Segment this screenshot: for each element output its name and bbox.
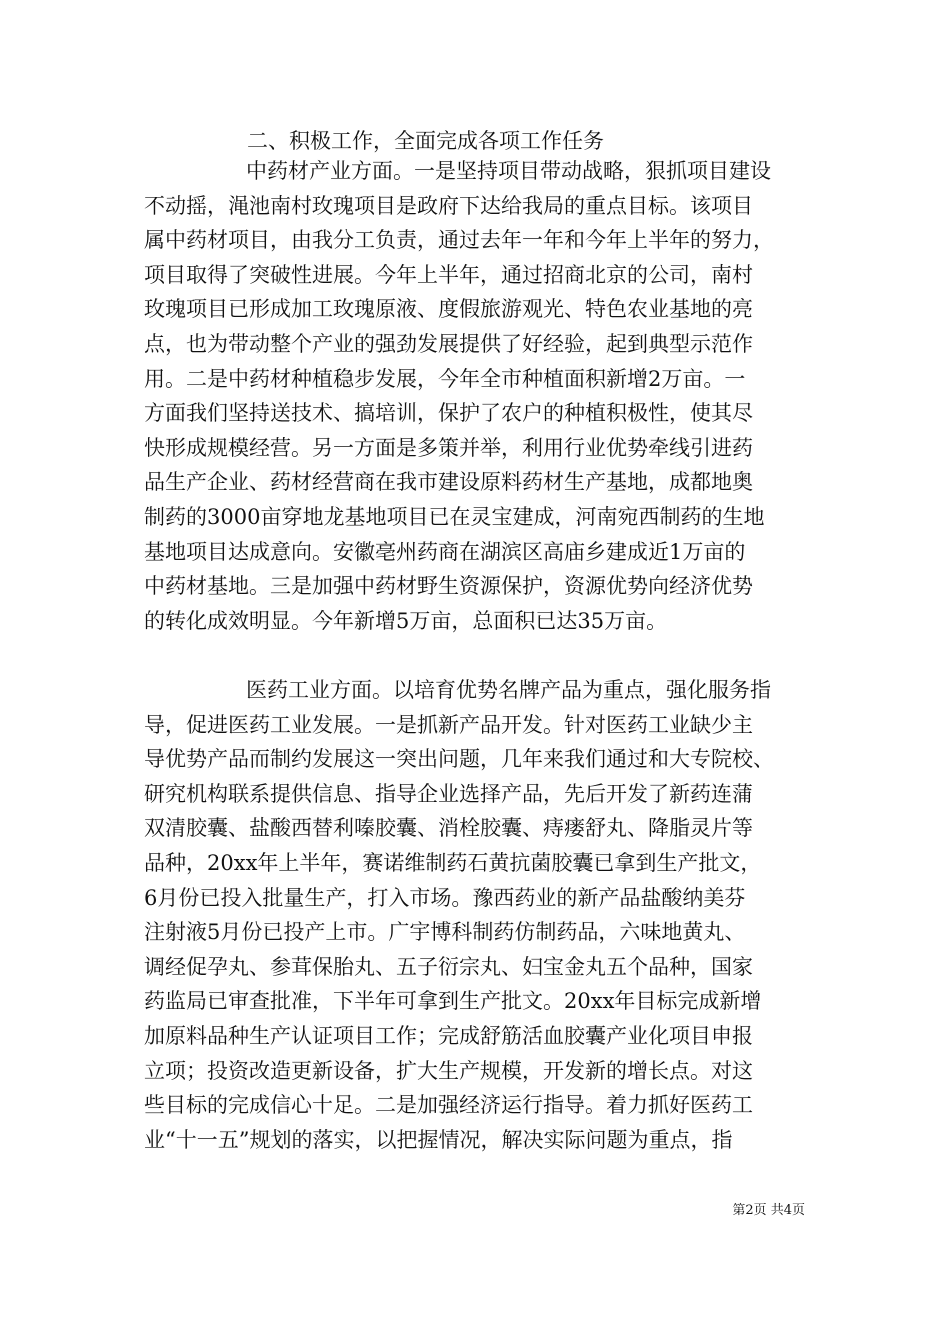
page-number-footer: 第2页 共4页: [732, 1203, 805, 1218]
text-line: 的转化成效明显。今年新增5万亩，总面积已达35万亩。: [144, 608, 668, 633]
paragraph-pharma-industry: [144, 673, 809, 1157]
text-line: 属中药材项目，由我分工负责，通过去年一年和今年上半年的努力，: [144, 228, 774, 253]
text-line: 品种，20xx年上半年，赛诺维制药石黄抗菌胶囊已拿到生产批文，: [144, 850, 762, 875]
text-line: 点，也为带动整个产业的强劲发展提供了好经验，起到典型示范作: [144, 331, 753, 356]
text-line: 不动摇，渑池南村玫瑰项目是政府下达给我局的重点目标。该项目: [144, 193, 753, 218]
text-line: 业“十一五”规划的落实，以把握情况，解决实际问题为重点，指: [144, 1127, 733, 1152]
text-line: 中药材基地。三是加强中药材野生资源保护，资源优势向经济优势: [144, 574, 753, 599]
text-line: 注射液5月份已投产上市。广宇博科制药仿制药品，六味地黄丸、: [144, 920, 746, 945]
section-heading: 二、积极工作，全面完成各项工作任务: [247, 129, 604, 153]
text-line: 用。二是中药材种植稳步发展，今年全市种植面积新增2万亩。一: [144, 366, 746, 391]
text-line: 医药工业方面。以培育优势名牌产品为重点，强化服务指: [246, 678, 771, 702]
text-line: 研究机构联系提供信息、指导企业选择产品，先后开发了新药连蒲: [144, 781, 753, 806]
text-line: 中药材产业方面。一是坚持项目带动战略，狠抓项目建设: [246, 159, 771, 183]
text-line: 玫瑰项目已形成加工玫瑰原液、度假旅游观光、特色农业基地的亮: [144, 297, 753, 322]
text-line: 立项；投资改造更新设备，扩大生产规模，开发新的增长点。对这: [144, 1058, 753, 1083]
text-line: 项目取得了突破性进展。今年上半年，通过招商北京的公司，南村: [144, 262, 753, 287]
text-line: 快形成规模经营。另一方面是多策并举，利用行业优势牵线引进药: [144, 435, 753, 460]
text-line: 基地项目达成意向。安徽亳州药商在湖滨区高庙乡建成近1万亩的: [144, 539, 746, 564]
text-line: 方面我们坚持送技术、搞培训，保护了农户的种植积极性，使其尽: [144, 401, 753, 426]
paragraph-herbal-industry: [144, 154, 809, 638]
text-line: 品生产企业、药材经营商在我市建设原料药材生产基地，成都地奥: [144, 470, 753, 495]
text-line: 调经促孕丸、参茸保胎丸、五子衍宗丸、妇宝金丸五个品种，国家: [144, 954, 753, 979]
text-line: 导，促进医药工业发展。一是抓新产品开发。针对医药工业缺少主: [144, 712, 753, 737]
text-line: 导优势产品而制约发展这一突出问题，几年来我们通过和大专院校、: [144, 747, 774, 772]
text-line: 制药的3000亩穿地龙基地项目已在灵宝建成，河南宛西制药的生地: [144, 504, 765, 529]
text-line: 药监局已审查批准，下半年可拿到生产批文。20xx年目标完成新增: [144, 989, 762, 1014]
text-line: 6月份已投入批量生产，打入市场。豫西药业的新产品盐酸纳美芬: [144, 885, 746, 910]
text-line: 加原料品种生产认证项目工作；完成舒筋活血胶囊产业化项目申报: [144, 1023, 753, 1048]
text-line: 些目标的完成信心十足。二是加强经济运行指导。着力抓好医药工: [144, 1093, 753, 1118]
text-line: 双清胶囊、盐酸西替利嗪胶囊、消栓胶囊、痔瘘舒丸、降脂灵片等: [144, 816, 753, 841]
